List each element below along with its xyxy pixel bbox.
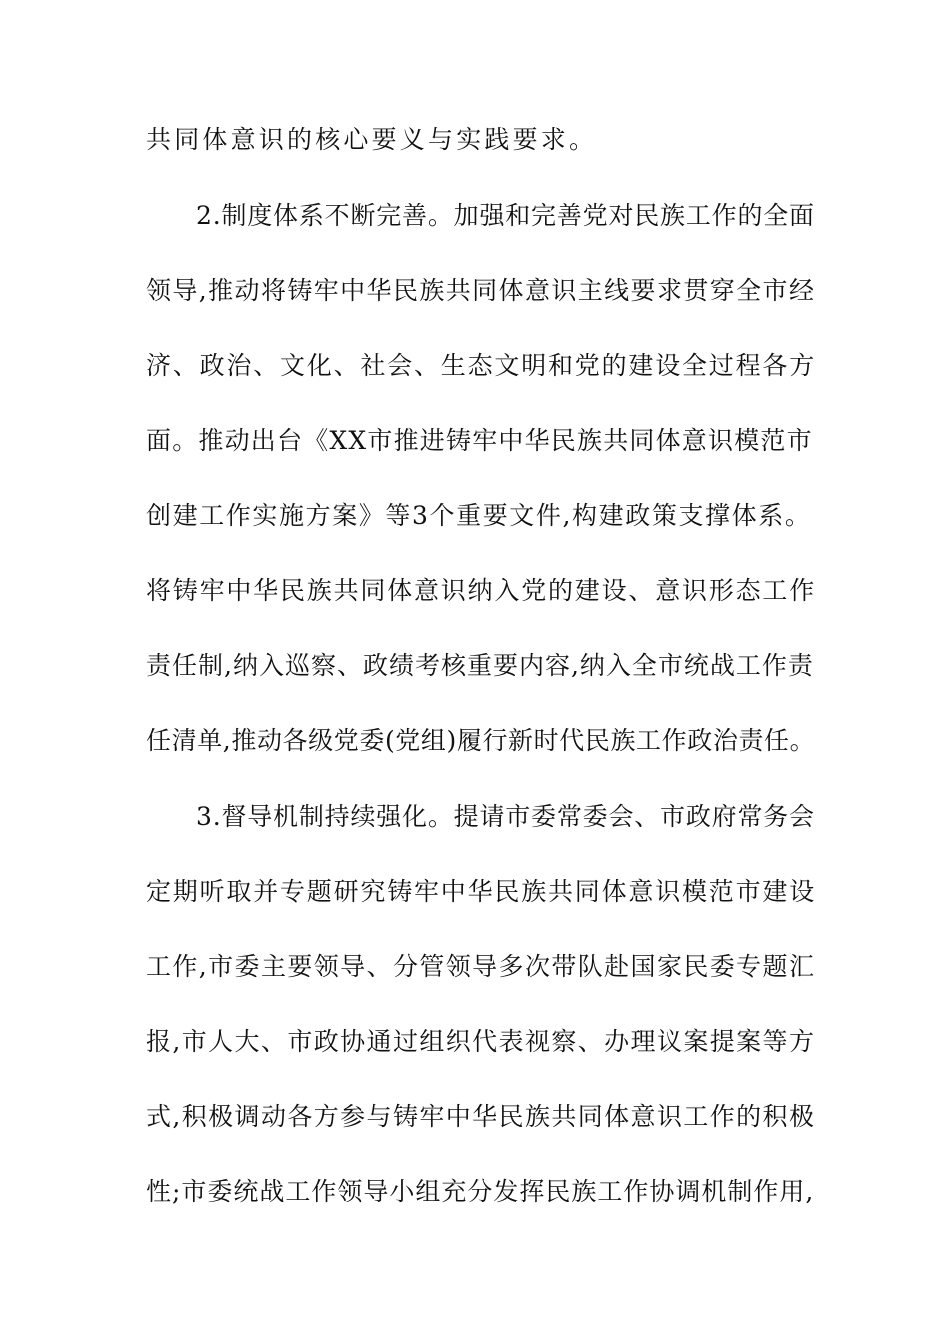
text-line-5: 面。推动出台《XX市推进铸牢中华民族共同体意识模范市	[146, 426, 813, 455]
text-line-7: 将铸牢中华民族共同体意识纳入党的建设、意识形态工作	[146, 576, 817, 605]
text-line-12: 工作,市委主要领导、分管领导多次带队赴国家民委专题汇	[146, 952, 816, 981]
text-line-14: 式,积极调动各方参与铸牢中华民族共同体意识工作的积极	[146, 1102, 816, 1131]
text-line-9: 任清单,推动各级党委(党组)履行新时代民族工作政治责任。	[146, 726, 816, 755]
text-line-3: 领导,推动将铸牢中华民族共同体意识主线要求贯穿全市经	[146, 276, 816, 305]
text-line-10: 3.督导机制持续强化。提请市委常委会、市政府常务会	[196, 802, 815, 831]
text-line-6: 创建工作实施方案》等3个重要文件,构建政策支撑体系。	[146, 501, 812, 530]
text-line-4: 济、政治、文化、社会、生态文明和党的建设全过程各方	[146, 351, 817, 380]
text-line-11: 定期听取并专题研究铸牢中华民族共同体意识模范市建设	[146, 877, 817, 906]
text-line-2: 2.制度体系不断完善。加强和完善党对民族工作的全面	[196, 201, 815, 230]
text-line-13: 报,市人大、市政协通过组织代表视察、办理议案提案等方	[146, 1027, 816, 1056]
text-line-8: 责任制,纳入巡察、政绩考核重要内容,纳入全市统战工作责	[146, 651, 814, 680]
text-line-1: 共同体意识的核心要义与实践要求。	[146, 125, 598, 154]
text-line-15: 性;市委统战工作领导小组充分发挥民族工作协调机制作用,	[146, 1177, 815, 1206]
